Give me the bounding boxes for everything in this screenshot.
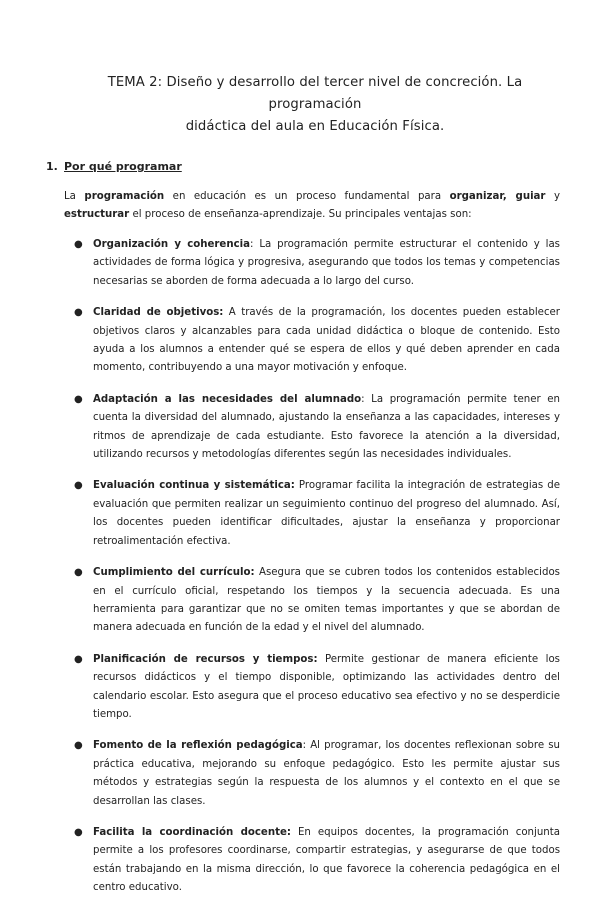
item-text: Programar facilita la integración de estrategias de evaluación que permiten realizar un seguimiento continuo del progreso del alumnado. Así, los docentes pueden identificar dificultades, ajustar la enseñanza y proporcionar retroalimentación efectiva. <box>93 480 560 547</box>
item-label: Planificación de recursos y tiempos: <box>93 653 318 665</box>
list-item <box>64 236 560 291</box>
bullet-icon: ● <box>74 393 83 405</box>
list-item <box>64 651 560 725</box>
list-item <box>64 824 560 898</box>
bullet-icon: ● <box>74 239 83 250</box>
intro-text-3: y <box>545 191 560 202</box>
advantages-list <box>64 236 560 898</box>
item-label: Organización y coherencia <box>93 239 251 250</box>
list-item <box>64 304 560 378</box>
section-number: 1. <box>46 160 58 173</box>
item-text: Permite gestionar de manera eficiente los recursos didácticos y el tiempo disponible, optimizando las actividades dentro del calendario escolar. Esto asegura que el proceso educativo sea efectivo y no se desperdicie tiempo. <box>93 653 560 720</box>
bullet-icon: ● <box>74 567 83 579</box>
list-item <box>64 564 560 638</box>
item-label: Facilita la coordinación docente: <box>93 826 291 838</box>
item-label: Adaptación a las necesidades del alumnado <box>93 393 362 405</box>
title-line-2: didáctica del aula en Educación Física. <box>185 119 445 134</box>
intro-bold-2: organizar, guiar <box>449 191 546 202</box>
bullet-icon: ● <box>74 653 83 665</box>
item-label: Cumplimiento del currículo: <box>93 567 255 579</box>
list-item <box>64 477 560 551</box>
intro-text-4: el proceso de enseñanza-aprendizaje. Su principales ventajas son: <box>129 209 472 220</box>
document-title <box>64 72 560 138</box>
item-text: : La programación permite estructurar el contenido y las actividades de forma lógica y progresiva, asegurando que todos los temas y competencias necesarias se aborden de forma adecuada a lo largo del curso. <box>93 239 560 287</box>
title-line-1: TEMA 2: Diseño y desarrollo del tercer nivel de concreción. La programación <box>107 75 523 112</box>
bullet-icon: ● <box>74 307 83 319</box>
intro-bold-3: estructurar <box>64 209 130 220</box>
item-label: Claridad de objetivos: <box>93 307 224 319</box>
intro-text-2: en educación es un proceso fundamental para <box>164 191 450 202</box>
bullet-icon: ● <box>74 480 83 492</box>
bullet-icon: ● <box>74 740 83 752</box>
item-text: A través de la programación, los docentes pueden establecer objetivos claros y alcanzables para cada unidad didáctica o bloque de contenido. Esto ayuda a los alumnos a entender qué se espera de ellos y qué deben aprender en cada momento, contribuyendo a una mayor motivación y enfoque. <box>93 307 560 374</box>
intro-paragraph <box>64 188 560 224</box>
list-item <box>64 737 560 811</box>
item-text: Asegura que se cubren todos los contenidos establecidos en el currículo oficial, respetando los tiempos y la secuencia adecuada. Es una herramienta para garantizar que no se omiten temas importantes y que se abordan de manera adecuada en función de la edad y el nivel del alumnado. <box>93 567 560 634</box>
item-text: En equipos docentes, la programación conjunta permite a los profesores coordinarse, compartir estrategias, y asegurarse de que todos están trabajando en la misma dirección, lo que favorece la coherencia pedagógica en el centro educativo. <box>93 826 560 894</box>
section-heading <box>46 160 560 173</box>
item-text: : La programación permite tener en cuenta la diversidad del alumnado, ajustando la enseñanza a las capacidades, intereses y ritmos de aprendizaje de cada estudiante. Esto favorece la atención a la diversidad, utilizando recursos y metodologías diferentes según las necesidades individuales. <box>93 393 560 461</box>
list-item <box>64 391 560 465</box>
item-label: Evaluación continua y sistemática: <box>93 480 295 492</box>
intro-text-1: La <box>64 191 85 202</box>
bullet-icon: ● <box>74 826 83 838</box>
section-title: Por qué programar <box>64 160 182 173</box>
item-text: : Al programar, los docentes reflexionan sobre su práctica educativa, mejorando su enfoque pedagógico. Esto les permite ajustar sus métodos y estrategias según la respuesta de los alumnos y el contexto en el que se desarrollan las clases. <box>93 740 560 807</box>
intro-bold-1: programación <box>84 191 165 202</box>
item-label: Fomento de la reflexión pedagógica <box>93 740 303 752</box>
